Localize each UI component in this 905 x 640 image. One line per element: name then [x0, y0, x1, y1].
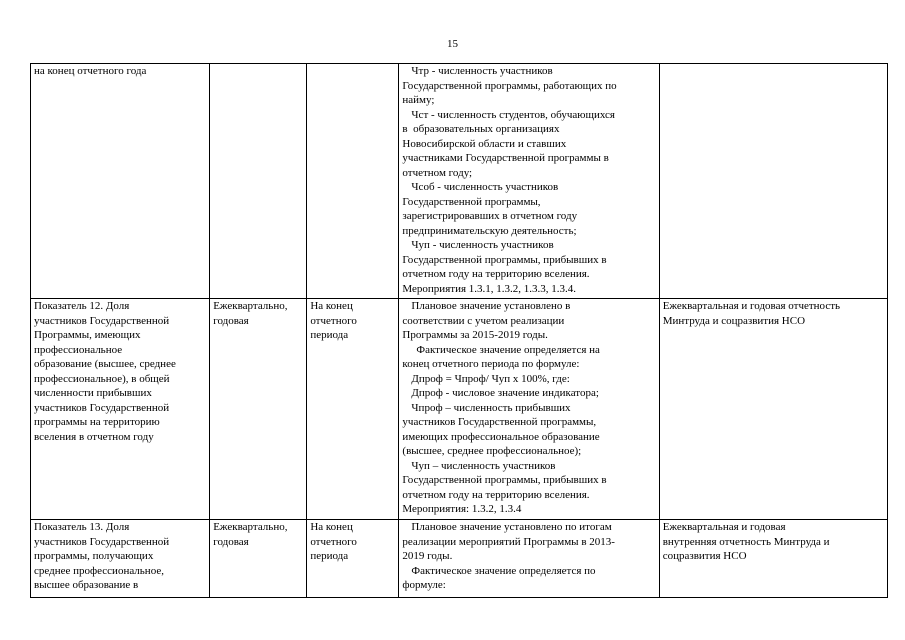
indicator-name-cell: [31, 299, 210, 520]
frequency-cell: [210, 520, 307, 598]
frequency-cell: [210, 299, 307, 520]
cell-line: Дпроф - числовое значение индикатора;: [411, 387, 599, 399]
cell-line: в образовательных организациях: [402, 123, 560, 135]
method-cell: [399, 520, 659, 598]
cell-line: На конец: [310, 300, 353, 312]
cell-line: участников Государственной: [34, 314, 170, 327]
cell-line: Плановое значение установлено по итогам: [411, 521, 612, 533]
table-row: [31, 64, 888, 299]
cell-line: найму;: [402, 94, 435, 106]
cell-line: Государственной программы, работающих по: [402, 79, 617, 92]
cell-line: Новосибирской области и ставших: [402, 137, 567, 150]
cell-line: годовая: [213, 314, 249, 327]
timing-cell: [307, 64, 399, 299]
cell-line: предпринимательскую деятельность;: [402, 224, 577, 237]
timing-cell: [307, 299, 399, 520]
cell-line: Плановое значение установлено в: [411, 300, 571, 312]
cell-line: Ежеквартальная и годовая: [662, 521, 786, 533]
cell-line: программы, получающих: [34, 550, 154, 562]
cell-line: Государственной программы,: [402, 195, 541, 208]
cell-line: среднее профессиональное,: [34, 564, 164, 577]
cell-line: численности прибывших: [34, 387, 152, 399]
indicator-name-cell: [31, 64, 210, 299]
cell-line: вселения в отчетном году: [34, 430, 154, 443]
page-number: 15: [447, 38, 458, 50]
cell-line: 2019 годы.: [402, 550, 453, 562]
cell-line: Программы за 2015-2019 годы.: [402, 329, 548, 341]
cell-line: Программы, имеющих: [34, 329, 141, 341]
cell-line: периода: [310, 550, 349, 562]
cell-line: реализации мероприятий Программы в 2013-: [402, 535, 615, 548]
cell-line: соответствии с учетом реализации: [402, 314, 565, 327]
cell-line: отчетном году;: [402, 166, 473, 179]
cell-line: профессиональное: [34, 343, 123, 356]
method-cell: [399, 299, 659, 520]
table-row: [31, 299, 888, 520]
cell-line: участников Государственной: [34, 535, 170, 548]
cell-line: Чуп - численность участников: [411, 239, 554, 251]
cell-line: отчетного: [310, 535, 357, 548]
cell-line: Мероприятия 1.3.1, 1.3.2, 1.3.3, 1.3.4.: [402, 282, 577, 295]
cell-line: Чсоб - численность участников: [411, 181, 559, 193]
cell-line: высшее образование в: [34, 579, 139, 591]
cell-line: Фактическое значение определяется по: [411, 564, 596, 577]
frequency-cell: [210, 64, 307, 299]
cell-line: Чтр - численность участников: [411, 65, 553, 77]
cell-line: периода: [310, 329, 349, 341]
cell-line: участниками Государственной программы в: [402, 152, 609, 164]
cell-line: участников Государственной программы,: [402, 416, 597, 428]
cell-line: зарегистрировавших в отчетном году: [402, 210, 578, 222]
cell-line: отчетном году на территорию вселения.: [402, 268, 590, 280]
cell-line: Чпроф – численность прибывших: [411, 401, 571, 414]
indicator-name-cell: [31, 520, 210, 598]
cell-line: На конец: [310, 521, 353, 533]
indicator-table: [30, 63, 888, 598]
cell-line: Чуп – численность участников: [411, 459, 556, 472]
cell-line: профессиональное), в общей: [34, 372, 170, 385]
cell-line: Фактическое значение определяется на: [416, 343, 600, 356]
cell-line: (высшее, среднее профессиональное);: [402, 445, 582, 457]
cell-line: образование (высшее, среднее: [34, 358, 176, 370]
cell-line: Показатель 13. Доля: [34, 521, 130, 533]
cell-line: формуле:: [402, 579, 446, 591]
cell-line: участников Государственной: [34, 401, 170, 414]
cell-line: Государственной программы, прибывших в: [402, 253, 607, 266]
cell-line: внутренняя отчетность Минтруда и: [662, 535, 830, 548]
timing-cell: [307, 520, 399, 598]
cell-line: Мероприятия: 1.3.2, 1.3.4: [402, 503, 522, 515]
cell-line: имеющих профессиональное образование: [402, 430, 600, 443]
source-cell: [659, 64, 887, 299]
cell-line: Минтруда и соцразвития НСО: [662, 314, 806, 327]
method-cell: [399, 64, 659, 299]
cell-line: конец отчетного периода по формуле:: [402, 358, 580, 370]
cell-line: программы на территорию: [34, 416, 160, 428]
source-cell: [659, 520, 887, 598]
cell-line: Ежеквартально,: [213, 300, 288, 312]
cell-line: Показатель 12. Доля: [34, 300, 130, 312]
cell-line: Ежеквартальная и годовая отчетность: [662, 300, 841, 312]
cell-line: на конец отчетного года: [34, 65, 147, 77]
cell-line: Государственной программы, прибывших в: [402, 474, 607, 486]
cell-line: Дпроф = Чпроф/ Чуп х 100%, где:: [411, 372, 570, 385]
cell-line: отчетном году на территорию вселения.: [402, 488, 590, 501]
source-cell: [659, 299, 887, 520]
cell-line: Чст - численность студентов, обучающихся: [411, 108, 615, 121]
cell-line: отчетного: [310, 314, 357, 327]
cell-line: годовая: [213, 535, 249, 548]
cell-line: соцразвития НСО: [662, 550, 747, 562]
cell-line: Ежеквартально,: [213, 521, 288, 533]
table-row: [31, 520, 888, 598]
